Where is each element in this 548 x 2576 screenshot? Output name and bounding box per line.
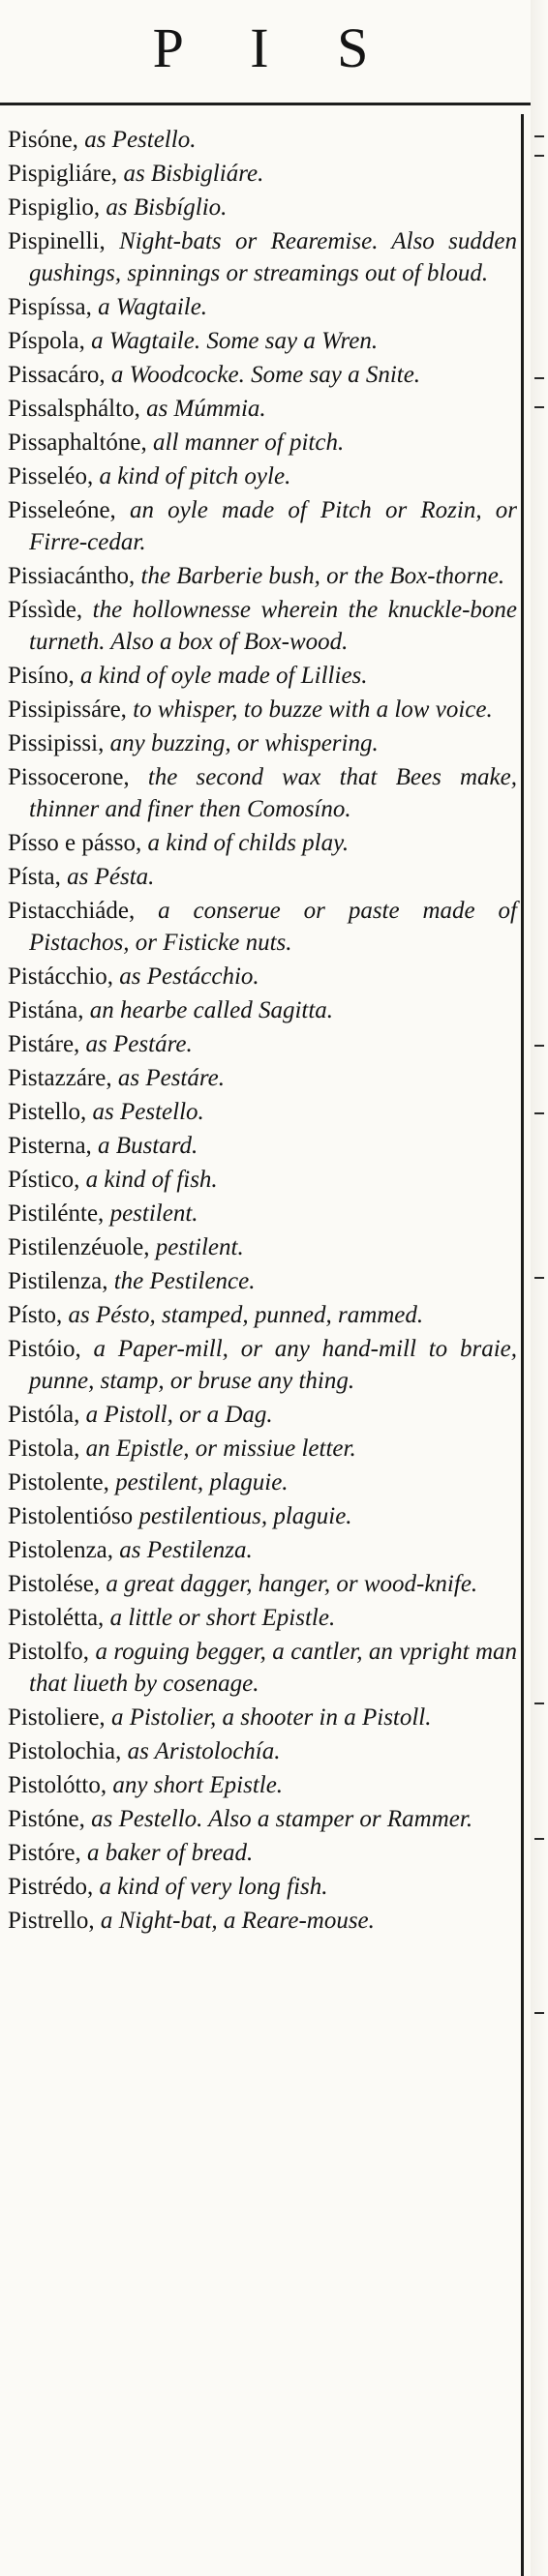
entry-definition: the Pestilence. [107,1268,256,1294]
dictionary-entry [8,1096,517,1128]
margin-mark [534,155,544,157]
dictionary-entry [8,694,517,725]
entry-definition: as Pestello. [77,127,197,153]
entry-headword: Písto, [8,1302,63,1328]
entry-definition: any buzzing, or whispering. [104,730,379,756]
entry-headword: Pissocerone, [8,764,130,790]
entry-definition: pestilent. [104,1200,198,1227]
entry-definition: pestilent, plaguie. [108,1469,289,1495]
margin-mark [534,406,544,408]
dictionary-entry [8,1702,517,1733]
dictionary-entry [8,994,517,1026]
entry-definition: as Múmmia. [139,396,266,422]
entry-definition: a Pistoll, or a Dag. [79,1402,273,1428]
entry-headword: Pispinelli, [8,228,106,254]
margin-mark [534,1838,544,1840]
dictionary-entry [8,1568,517,1600]
adjacent-column-edge [531,0,548,2576]
margin-mark [534,2012,544,2014]
dictionary-entry [8,1265,517,1297]
dictionary-entry [8,895,517,959]
margin-mark [534,1112,544,1114]
entry-headword: Pistóne, [8,1806,85,1832]
dictionary-entry [8,1735,517,1767]
entry-definition: a conserue or paste made of Pistachos, or Fisticke nuts. [29,898,517,956]
entry-definition: a Bustard. [91,1133,198,1159]
entry-definition: a kind of oyle made of Lillies. [74,663,368,689]
entry-headword: Pistolfo, [8,1639,90,1665]
dictionary-entry [8,325,517,357]
dictionary-entry [8,1905,517,1937]
entry-headword: Pistolente, [8,1469,109,1495]
entry-headword: Pissalsphálto, [8,396,140,422]
entry-headword: Pistolése, [8,1571,101,1597]
entry-headword: Pistána, [8,997,84,1023]
dictionary-entry [8,1062,517,1094]
entry-definition: Night-bats or Rearemise. Also sudden gushings, spinnings or streamings out of bloud. [29,228,517,286]
entry-headword: Pistolótto, [8,1772,107,1798]
dictionary-entry [8,1466,517,1498]
entry-definition: a kind of very long fish. [93,1874,328,1900]
dictionary-entry [8,291,517,323]
entry-headword: Pissacáro, [8,362,106,388]
entry-definition: a Wagtaile. [91,294,208,320]
entry-definition: as Pestáre. [111,1065,226,1091]
dictionary-entry [8,192,517,223]
entry-definition: to whisper, to buzze with a low voice. [126,696,493,723]
entry-headword: Pispigliáre, [8,161,118,187]
entry-headword: Pistolochia, [8,1738,122,1764]
dictionary-entry [8,660,517,692]
entry-definition: an oyle made of Pitch or Rozin, or Firre-cedar. [29,497,517,555]
dictionary-entry [8,1602,517,1634]
entry-definition: as Pésta. [60,864,155,890]
entry-definition: a little or short Epistle. [104,1605,336,1631]
entry-definition: a great dagger, hanger, or wood-knife. [100,1571,478,1597]
entry-headword: Pistolentióso [8,1503,134,1529]
dictionary-entry [8,1636,517,1700]
entry-definition: pestilent. [149,1234,244,1260]
entry-headword: Pispiglio, [8,194,101,221]
header-rule [0,103,548,105]
entry-headword: Píssìde, [8,597,83,623]
entry-headword: Pistolétta, [8,1605,105,1631]
margin-mark [534,1703,544,1704]
margin-mark [534,377,544,379]
entry-headword: Pistilenzéuole, [8,1234,150,1260]
entry-definition: the Barberie bush, or the Box-thorne. [135,563,505,589]
entry-definition: as Bisbíglio. [100,194,228,221]
entry-headword: Pistello, [8,1099,87,1125]
dictionary-entry [8,560,517,592]
entry-definition: a roguing begger, a cantler, an vpright man that liueth by cosenage. [29,1639,517,1697]
entry-definition: as Pestilenza. [113,1537,253,1563]
column-divider [521,114,524,2576]
dictionary-entry [8,1500,517,1532]
dictionary-entry [8,1231,517,1263]
dictionary-entry [8,727,517,759]
entry-definition: a Pistolier, a shooter in a Pistoll. [105,1704,432,1731]
entry-definition: as Pestácchio. [113,963,259,990]
entry-headword: Pisseléo, [8,463,94,489]
entry-definition: as Bisbigliáre. [117,161,264,187]
entry-headword: Pissipissáre, [8,696,127,723]
dictionary-entry [8,393,517,425]
entry-headword: Písso e pásso, [8,830,142,856]
entry-definition: a kind of childs play. [141,830,350,856]
entry-definition: as Aristolochía. [121,1738,281,1764]
dictionary-column [8,124,517,1939]
entry-headword: Pissaphaltóne, [8,429,147,456]
entry-headword: Pistilénte, [8,1200,105,1227]
dictionary-entry [8,494,517,558]
dictionary-entry [8,1534,517,1566]
entry-headword: Pistrello, [8,1908,95,1934]
entry-headword: Pisterna, [8,1133,92,1159]
entry-headword: Pisíno, [8,663,75,689]
entry-definition: a baker of bread. [80,1840,254,1866]
dictionary-entry [8,1333,517,1397]
entry-definition: as Pestáre. [79,1031,193,1057]
dictionary-entry [8,1198,517,1229]
dictionary-entry [8,1399,517,1431]
entry-headword: Pistácchio, [8,963,114,990]
dictionary-entry [8,594,517,658]
entry-headword: Pistazzáre, [8,1065,112,1091]
entry-headword: Pissiacántho, [8,563,136,589]
entry-definition: the hollownesse wherein the knuckle-bone turneth. Also a box of Box-wood. [29,597,517,655]
entry-definition: an Epistle, or missiue letter. [79,1436,356,1462]
dictionary-entry [8,1769,517,1801]
entry-headword: Pistoliere, [8,1704,106,1731]
entry-headword: Pispíssa, [8,294,92,320]
dictionary-entry [8,827,517,859]
dictionary-entry [8,1871,517,1903]
entry-headword: Pístico, [8,1167,80,1193]
dictionary-entry [8,761,517,825]
dictionary-entry [8,1803,517,1835]
dictionary-entry [8,1130,517,1162]
dictionary-entry [8,1433,517,1465]
entry-definition: the second wax that Bees make, thinner and finer then Comosíno. [29,764,517,822]
margin-mark [534,135,544,137]
entry-definition: any short Epistle. [107,1772,284,1798]
entry-definition: all manner of pitch. [146,429,345,456]
entry-definition: a kind of fish. [79,1167,218,1193]
dictionary-entry [8,1837,517,1869]
entry-headword: Pisóne, [8,127,78,153]
dictionary-entry [8,460,517,492]
entry-definition: as Pestello. Also a stamper or Rammer. [84,1806,473,1832]
dictionary-entry [8,124,517,156]
entry-headword: Písta, [8,864,61,890]
entry-definition: a Night-bat, a Reare-mouse. [94,1908,375,1934]
entry-definition: pestilentious, plaguie. [133,1503,352,1529]
dictionary-entry [8,961,517,992]
entry-headword: Pistolenza, [8,1537,114,1563]
entry-definition: as Pésto, stamped, punned, rammed. [62,1302,424,1328]
dictionary-entry [8,1028,517,1060]
entry-headword: Pistrédo, [8,1874,94,1900]
dictionary-entry [8,1164,517,1196]
entry-headword: Pistóla, [8,1402,80,1428]
dictionary-entry [8,225,517,289]
dictionary-entry [8,861,517,893]
dictionary-entry [8,1299,517,1331]
page-title: P I S [152,16,396,79]
dictionary-entry [8,427,517,459]
entry-headword: Pistóre, [8,1840,81,1866]
dictionary-entry [8,158,517,190]
entry-definition: a Paper-mill, or any hand-mill to braie, punne, stamp, or bruse any thing. [29,1336,517,1394]
entry-definition: a kind of pitch oyle. [93,463,291,489]
entry-definition: a Woodcocke. Some say a Snite. [105,362,421,388]
entry-headword: Pisseleóne, [8,497,116,523]
dictionary-entry [8,359,517,391]
entry-headword: Pistilenza, [8,1268,108,1294]
page-header [0,0,548,114]
entry-headword: Píspola, [8,328,85,354]
entry-headword: Pistóio, [8,1336,81,1362]
margin-mark [534,1045,544,1047]
margin-mark [534,1277,544,1279]
entry-definition: a Wagtaile. Some say a Wren. [84,328,379,354]
entry-headword: Pistola, [8,1436,80,1462]
entry-definition: as Pestello. [86,1099,204,1125]
entry-headword: Pistacchiáde, [8,898,136,924]
entry-definition: an hearbe called Sagitta. [83,997,334,1023]
entry-headword: Pistáre, [8,1031,80,1057]
entry-headword: Pissipissi, [8,730,105,756]
